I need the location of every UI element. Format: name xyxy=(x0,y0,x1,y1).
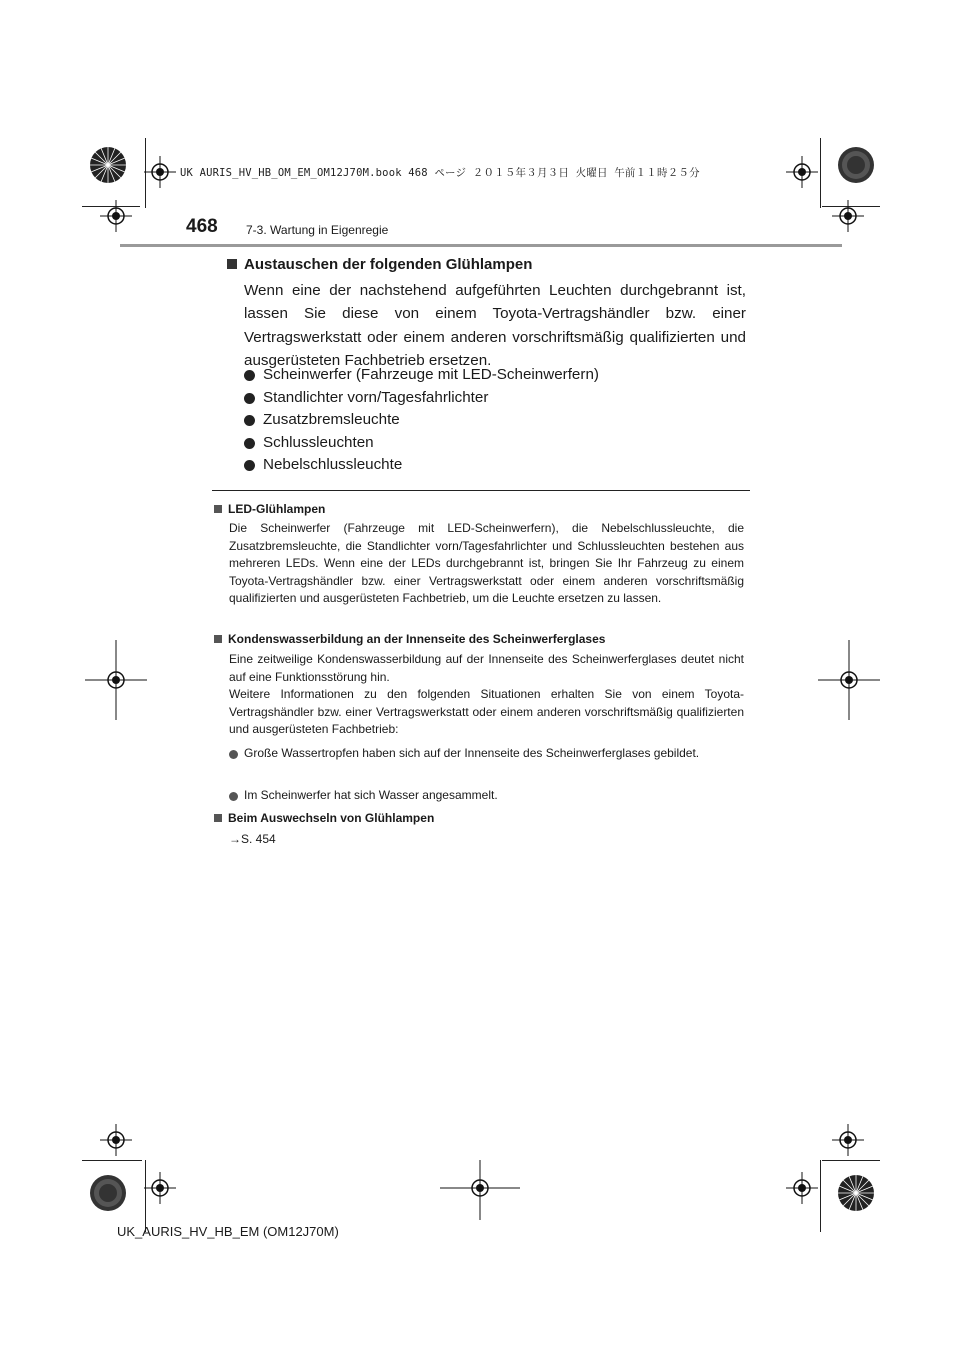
header-rule xyxy=(120,244,842,247)
bullet-dot-icon xyxy=(244,415,255,426)
section-title: 7-3. Wartung in Eigenregie xyxy=(246,223,389,237)
main-heading xyxy=(227,256,532,273)
starburst-mark-icon xyxy=(836,1173,876,1213)
page-number: 468 xyxy=(186,216,218,237)
crop-line xyxy=(822,1160,880,1161)
starburst-mark-icon xyxy=(88,1173,128,1213)
list-item: Schlussleuchten xyxy=(244,432,599,455)
crop-line xyxy=(82,1160,142,1161)
list-item: Scheinwerfer (Fahrzeuge mit LED-Scheinwerfern) xyxy=(244,364,599,387)
crop-line xyxy=(820,1160,821,1232)
bullet-dot-icon xyxy=(244,460,255,471)
bullet-dot-icon xyxy=(244,370,255,381)
note-bullet: Im Scheinwerfer hat sich Wasser angesammelt. xyxy=(229,787,739,805)
main-paragraph: Wenn eine der nachstehend aufgeführten Leuchten durchgebrannt ist, lassen Sie diese von einem Toyota-Vertragshändler bzw. einer Vertragswerkstatt oder einem anderen vorschriftsmäßig qualifizierten und ausgerüsteten Fachbetrieb ersetzen. xyxy=(244,282,746,369)
registration-crosshair-icon xyxy=(144,1172,176,1204)
square-bullet-icon xyxy=(214,814,222,822)
registration-crosshair-icon xyxy=(832,1124,864,1156)
lamp-list xyxy=(244,364,599,477)
square-bullet-icon xyxy=(214,505,222,513)
note-heading-condensation: Kondenswasserbildung an der Innenseite des Scheinwerferglases xyxy=(214,632,605,646)
registration-crosshair-icon xyxy=(786,156,818,188)
registration-crosshair-icon xyxy=(144,156,176,188)
note-bullet: Große Wassertropfen haben sich auf der Innenseite des Scheinwerferglases gebildet. xyxy=(229,745,739,763)
note-text-condensation-2: Weitere Informationen zu den folgenden Situationen erhalten Sie von einem Toyota-Vertragshändler bzw. einer Vertragswerkstatt oder einem anderen vorschriftsmäßig qualifizierten und ausgerüsteten Fachbetrieb: xyxy=(229,687,744,736)
registration-crosshair-icon xyxy=(786,1172,818,1204)
note-text-condensation-1: Eine zeitweilige Kondenswasserbildung auf der Innenseite des Scheinwerferglases deutet nicht auf eine Funktionsstörung hin. xyxy=(229,652,744,684)
starburst-mark-icon xyxy=(88,145,128,185)
document-code: UK_AURIS_HV_HB_EM (OM12J70M) xyxy=(117,1224,339,1239)
registration-crosshair-icon xyxy=(100,200,132,232)
section-divider xyxy=(212,490,750,491)
list-item: Nebelschlussleuchte xyxy=(244,454,599,477)
registration-crosshair-icon xyxy=(440,1160,520,1220)
crop-line xyxy=(820,138,821,208)
bullet-dot-icon xyxy=(229,792,238,801)
registration-crosshair-icon xyxy=(818,640,880,720)
note-heading-replacing: Beim Auswechseln von Glühlampen xyxy=(214,811,434,825)
starburst-mark-icon xyxy=(836,145,876,185)
note-text-led: Die Scheinwerfer (Fahrzeuge mit LED-Scheinwerfern), die Nebelschlussleuchte, die Zusatzbremsleuchte, die Standlichter vorn/Tagesfahrlichter und Schlussleuchten bestehen aus mehreren LEDs. Wenn eine der LEDs durchgebrannt ist, bringen Sie Ihr Fahrzeug zu einem Toyota-Vertragshändler bzw. einer Vertragswerkstatt oder einem anderen vorschriftsmäßig qualifizierten und ausgerüsteten Fachbetrieb, um die Leuchte ersetzen zu lassen. xyxy=(229,521,744,605)
bullet-dot-icon xyxy=(244,393,255,404)
bullet-dot-icon xyxy=(229,750,238,759)
registration-crosshair-icon xyxy=(100,1124,132,1156)
registration-crosshair-icon xyxy=(832,200,864,232)
square-bullet-icon xyxy=(227,259,237,269)
book-stamp: UK AURIS_HV_HB_OM_EM_OM12J70M.book 468 ページ ２０１５年３月３日 火曜日 午前１１時２５分 xyxy=(180,167,700,179)
list-item: Zusatzbremsleuchte xyxy=(244,409,599,432)
square-bullet-icon xyxy=(214,635,222,643)
list-item: Standlichter vorn/Tagesfahrlichter xyxy=(244,387,599,410)
registration-crosshair-icon xyxy=(85,640,147,720)
note-heading-led: LED-Glühlampen xyxy=(214,502,325,516)
main-heading-text: Austauschen der folgenden Glühlampen xyxy=(244,256,533,273)
bullet-dot-icon xyxy=(244,438,255,449)
page-reference-link[interactable]: →S. 454 xyxy=(229,832,276,846)
